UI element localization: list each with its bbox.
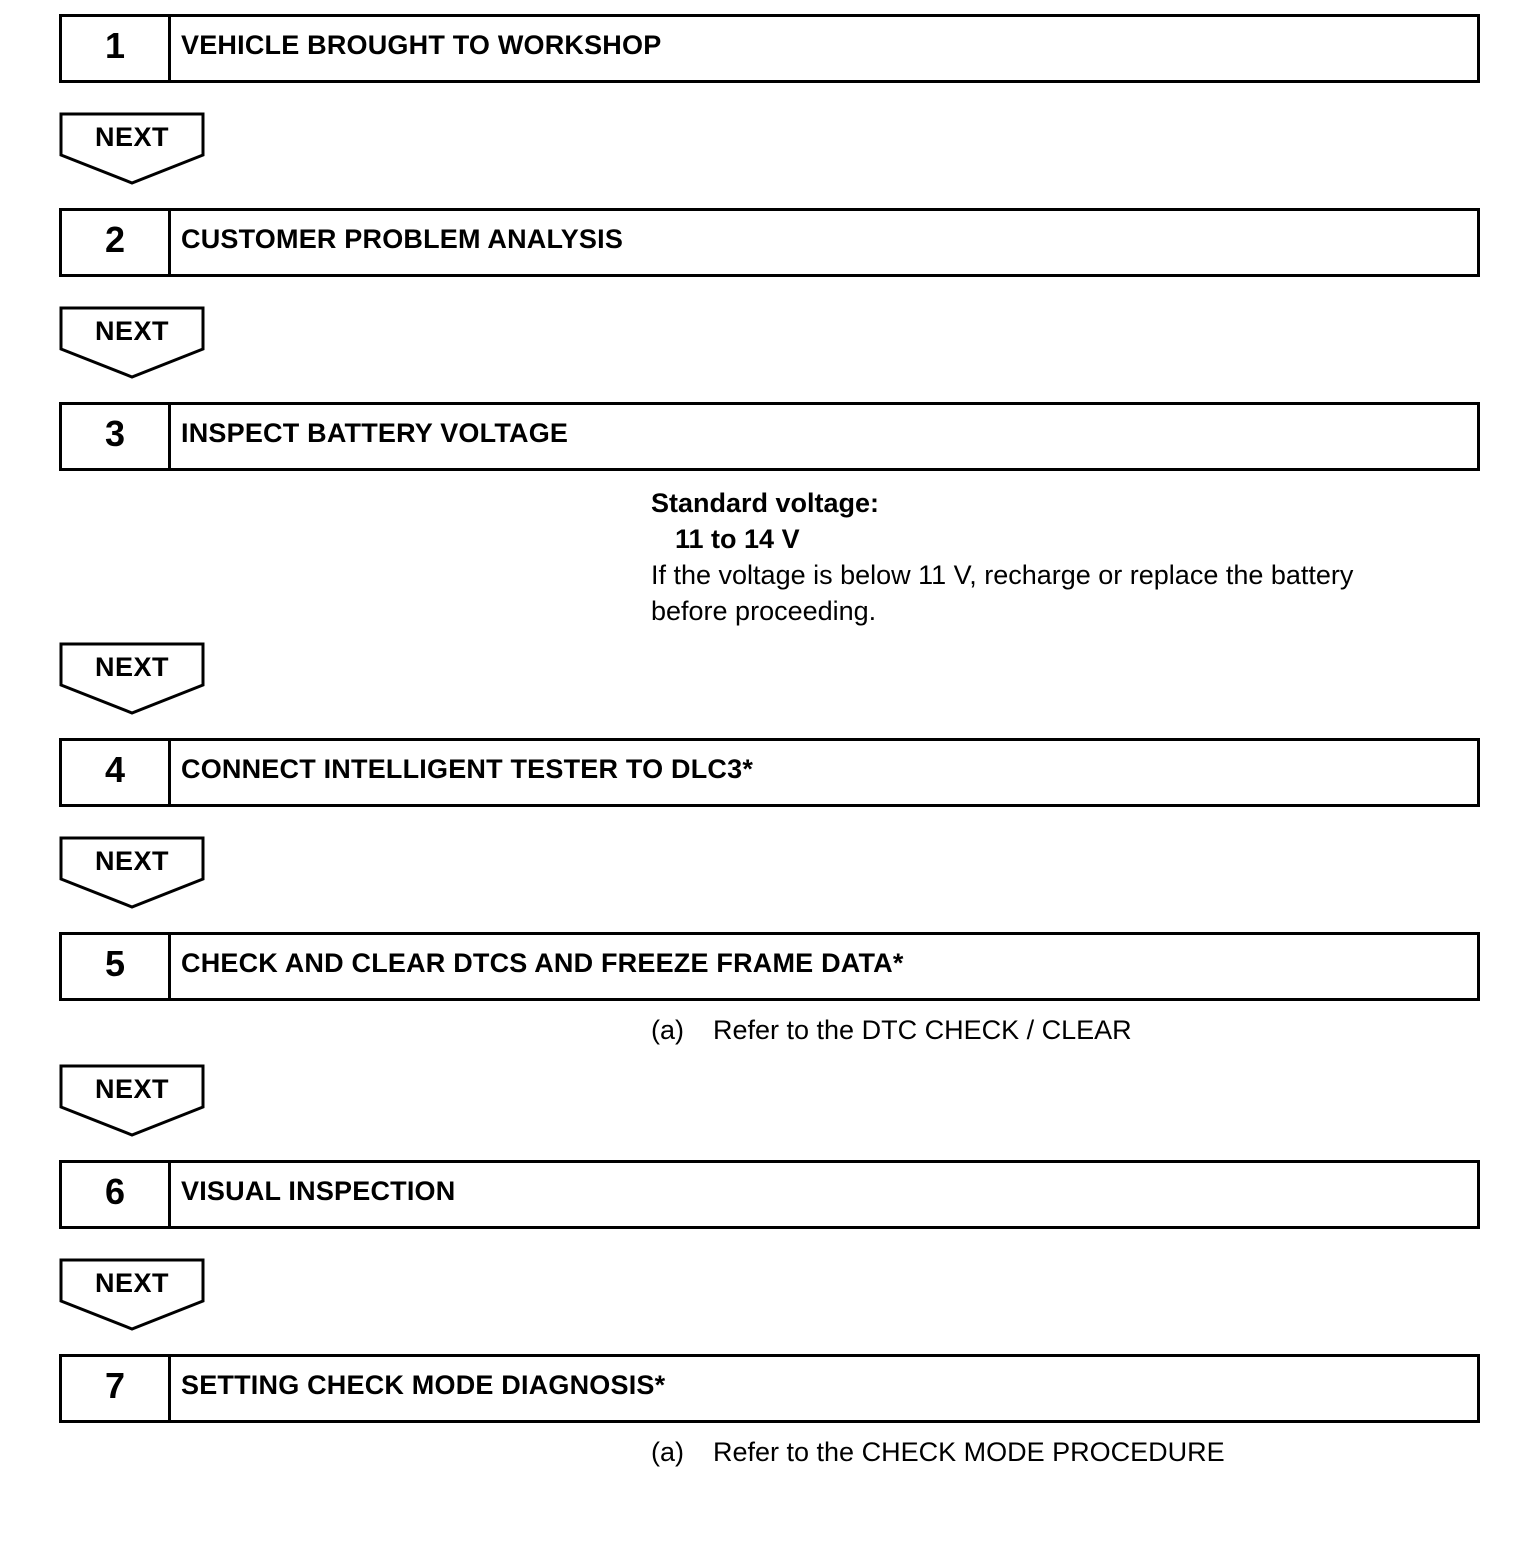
step-3 <box>59 402 1480 471</box>
step-title: VEHICLE BROUGHT TO WORKSHOP <box>181 30 662 60</box>
standard-voltage-label: Standard voltage: <box>651 488 880 518</box>
step-number: 5 <box>62 935 171 998</box>
next-arrow <box>59 306 207 380</box>
note-text: Refer to the DTC CHECK / CLEAR <box>713 1015 1132 1045</box>
battery-instruction-line-2: before proceeding. <box>651 596 877 626</box>
step-number: 6 <box>62 1163 171 1226</box>
step-number: 2 <box>62 211 171 274</box>
step-number: 3 <box>62 405 171 468</box>
step-title: INSPECT BATTERY VOLTAGE <box>181 418 569 448</box>
next-arrow <box>59 112 207 186</box>
step-number: 7 <box>62 1357 171 1420</box>
battery-voltage-note <box>651 485 1353 629</box>
note-marker: (a) <box>651 1015 684 1045</box>
step-title: CONNECT INTELLIGENT TESTER TO DLC3* <box>181 754 754 784</box>
step-5 <box>59 932 1480 1001</box>
step-4 <box>59 738 1480 807</box>
next-label: NEXT <box>94 1074 169 1104</box>
step-7 <box>59 1354 1480 1423</box>
note-text: Refer to the CHECK MODE PROCEDURE <box>713 1437 1225 1467</box>
next-arrow <box>59 1064 207 1138</box>
next-arrow <box>59 1258 207 1332</box>
note-marker: (a) <box>651 1437 684 1467</box>
step-title: SETTING CHECK MODE DIAGNOSIS* <box>181 1370 666 1400</box>
dtc-check-note <box>651 1015 1132 1046</box>
check-mode-note <box>651 1437 1225 1468</box>
next-label: NEXT <box>94 846 169 876</box>
next-label: NEXT <box>94 122 169 152</box>
next-label: NEXT <box>94 316 169 346</box>
step-6 <box>59 1160 1480 1229</box>
step-2 <box>59 208 1480 277</box>
next-label: NEXT <box>94 1268 169 1298</box>
step-title: CHECK AND CLEAR DTCS AND FREEZE FRAME DATA* <box>181 948 904 978</box>
next-arrow <box>59 642 207 716</box>
step-number: 1 <box>62 17 171 80</box>
step-1 <box>59 14 1480 83</box>
step-title: VISUAL INSPECTION <box>181 1176 456 1206</box>
step-number: 4 <box>62 741 171 804</box>
next-label: NEXT <box>94 652 169 682</box>
step-title: CUSTOMER PROBLEM ANALYSIS <box>181 224 624 254</box>
battery-instruction-line-1: If the voltage is below 11 V, recharge or replace the battery <box>651 560 1354 590</box>
standard-voltage-value: 11 to 14 V <box>675 524 800 554</box>
next-arrow <box>59 836 207 910</box>
